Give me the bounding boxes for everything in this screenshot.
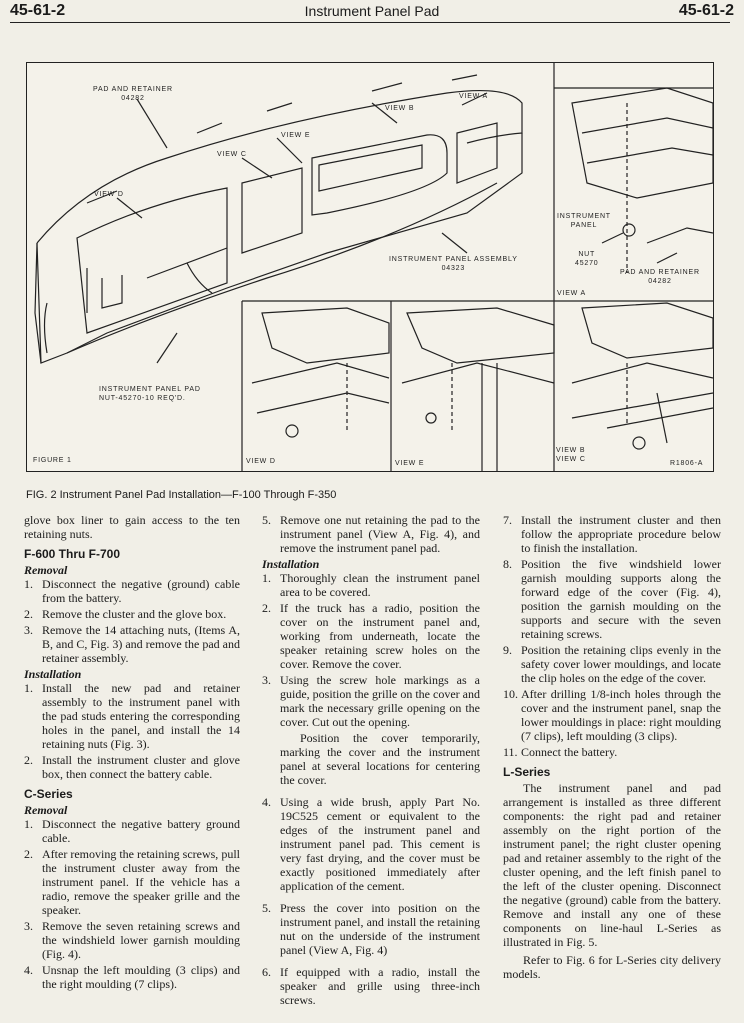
page-header xyxy=(0,0,744,24)
label-nut: NUT 45270 xyxy=(575,251,599,267)
installation-steps-c xyxy=(262,571,480,729)
caption-view-b-c: VIEW B VIEW C xyxy=(556,447,586,463)
heading-f600: F-600 Thru F-700 xyxy=(24,547,121,561)
installation-steps-c-2 xyxy=(262,795,480,1007)
list-item: 7. Install the instrument cluster and then follow the appropriate procedure below to finish the installation. xyxy=(503,513,721,555)
label-view-c: VIEW C xyxy=(217,151,247,158)
label-pad-and-retainer: PAD AND RETAINER 04282 xyxy=(93,86,173,102)
text-column-3 xyxy=(503,513,721,981)
caption-view-e: VIEW E xyxy=(395,460,425,467)
installation-steps xyxy=(24,681,240,781)
heading-installation: Installation xyxy=(24,667,82,681)
header-rule xyxy=(10,22,730,23)
page-title: Instrument Panel Pad xyxy=(304,3,440,19)
list-item: 10. After drilling 1/8-inch holes through the cover and the instrument panel, snap the lower mouldings in place: right moulding (7 clips), left moulding (3 clips). xyxy=(503,687,721,743)
text-column-2 xyxy=(262,513,480,1009)
heading-removal: Removal xyxy=(24,563,68,577)
figure-caption: FIG. 2 Instrument Panel Pad Installation—F-100 Through F-350 xyxy=(26,489,337,501)
list-item: 2. Install the instrument cluster and glove box, then connect the battery cable. xyxy=(24,753,240,781)
installation-steps-c-3 xyxy=(503,513,721,759)
list-item: 1. Thoroughly clean the instrument panel area to be covered. xyxy=(262,571,480,599)
heading-removal-2: Removal xyxy=(24,803,68,817)
list-item: 1. Disconnect the negative (ground) cable from the battery. xyxy=(24,577,240,605)
list-item: 3. Using the screw hole markings as a guide, position the grille on the cover and mark the necessary grille opening on the cover. Cut out the opening. xyxy=(262,673,480,729)
list-item: 5. Remove one nut retaining the pad to the instrument panel (View A, Fig. 4), and remove the instrument panel pad. xyxy=(262,513,480,555)
position-paragraph: Position the cover temporarily, marking the cover and the instrument panel at several locations for centering the cover. xyxy=(280,731,480,787)
page-number-left: 45-61-2 xyxy=(10,2,66,19)
list-item: 3. Remove the seven retaining screws and the windshield lower garnish moulding (Fig. 4). xyxy=(24,919,240,961)
list-item: 6. If equipped with a radio, install the speaker and grille using three-inch screws. xyxy=(262,965,480,1007)
label-view-e: VIEW E xyxy=(281,132,311,139)
figure-reference: R1806-A xyxy=(670,460,704,467)
list-item: 11. Connect the battery. xyxy=(503,745,618,759)
label-instrument-panel-assembly: INSTRUMENT PANEL ASSEMBLY 04323 xyxy=(389,256,518,272)
list-item: 2. If the truck has a radio, position the cover on the instrument panel and, working from underneath, locate the speaker retaining screw holes on the cover. Remove the cover. xyxy=(262,601,480,671)
instrument-panel-drawing xyxy=(27,63,713,471)
list-item: 4. Using a wide brush, apply Part No. 19C525 cement or equivalent to the edges of the instrument panel and instrument panel pad. This cement is very fast drying, and the cover must be exactly positioned immediately after application of the cement. xyxy=(262,795,480,893)
heading-l-series: L-Series xyxy=(503,765,551,779)
label-pad-and-retainer-2: PAD AND RETAINER 04282 xyxy=(620,269,700,285)
caption-view-d: VIEW D xyxy=(246,458,276,465)
heading-installation-2: Installation xyxy=(262,557,320,571)
caption-view-a: VIEW A xyxy=(557,290,586,297)
list-item: 1. Disconnect the negative battery ground cable. xyxy=(24,817,240,845)
label-instrument-panel-pad: INSTRUMENT PANEL PAD NUT-45270-10 REQ'D. xyxy=(99,386,201,402)
caption-figure-1: FIGURE 1 xyxy=(33,457,72,464)
heading-c-series: C-Series xyxy=(24,787,73,801)
l-series-paragraph: The instrument panel and pad arrangement is installed as three different components: the right pad and retainer assembly on the right portion of the instrument panel; the right cluster opening pad and retainer assembly to the right of the cluster opening, and the left finish panel to the left of the cluster opening. Disconnect the negative (ground) cable from the battery. Remove and install any one of these components on line-haul L-Series as illustrated in Fig. 5. xyxy=(503,781,721,949)
removal-steps xyxy=(24,577,240,665)
label-view-b: VIEW B xyxy=(385,105,415,112)
list-item: 2. Remove the cluster and the glove box. xyxy=(24,607,227,621)
removal-steps-c xyxy=(24,817,240,991)
figure-illustration xyxy=(26,62,714,472)
text-column-1 xyxy=(24,513,240,993)
label-instrument-panel: INSTRUMENT PANEL xyxy=(557,213,611,229)
list-item: 2. After removing the retaining screws, pull the instrument cluster away from the instrument panel. If the vehicle has a radio, remove the speaker grille and the speaker. xyxy=(24,847,240,917)
list-item: 8. Position the five windshield lower garnish moulding supports along the forward edge of the cover (Fig. 4), position the garnish moulding on the supports and secure with the seven retaining screws. xyxy=(503,557,721,641)
l-series-refer-paragraph: Refer to Fig. 6 for L-Series city delivery models. xyxy=(503,953,721,981)
list-item: 4. Unsnap the left moulding (3 clips) and the right moulding (7 clips). xyxy=(24,963,240,991)
page-number-right: 45-61-2 xyxy=(678,2,734,19)
label-view-a: VIEW A xyxy=(459,93,488,100)
list-item: 1. Install the new pad and retainer assembly to the instrument panel with the pad studs entering the corresponding holes in the panel, and install the 14 retaining nuts (Fig. 3). xyxy=(24,681,240,751)
list-item: 9. Position the retaining clips evenly in the safety cover lower mouldings, and locate the clip holes on the edge of the cover. xyxy=(503,643,721,685)
intro-paragraph: glove box liner to gain access to the ten retaining nuts. xyxy=(24,513,240,541)
list-item: 5. Press the cover into position on the instrument panel, and install the retaining nut on the underside of the instrument panel (View A, Fig. 4) xyxy=(262,901,480,957)
removal-steps-c-cont xyxy=(262,513,480,555)
list-item: 3. Remove the 14 attaching nuts, (Items A, B, and C, Fig. 3) and remove the pad and retainer assembly. xyxy=(24,623,240,665)
label-view-d: VIEW D xyxy=(94,191,124,198)
